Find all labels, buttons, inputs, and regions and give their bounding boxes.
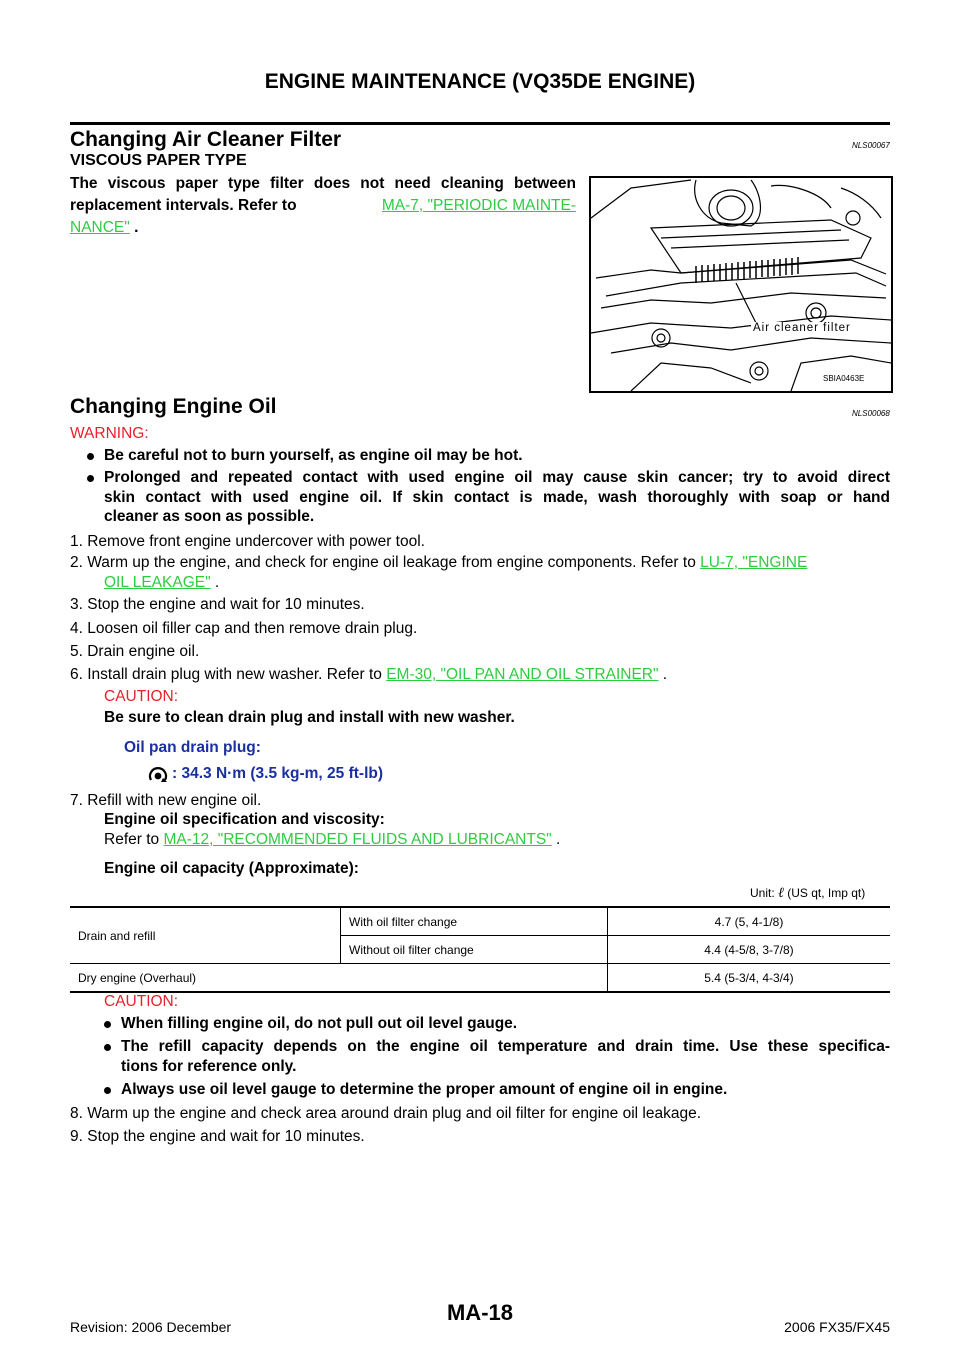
caution-text-1: Be sure to clean drain plug and install with new washer. (104, 709, 515, 726)
table-cell-with-filter: With oil filter change (341, 907, 608, 936)
revision-date: Revision: 2006 December (70, 1319, 232, 1335)
step-2-cont (104, 574, 219, 592)
table-cell-without-filter: Without oil filter change (341, 936, 608, 964)
table-cell-dry-engine-value: 5.4 (5-3/4, 4-3/4) (704, 970, 794, 985)
recommended-fluids-link[interactable]: MA-12, "RECOMMENDED FLUIDS AND LUBRICANTS" (163, 831, 552, 848)
caution-item-3: Always use oil level gauge to determine the proper amount of engine oil in engine. (121, 1081, 728, 1098)
liter-icon: ℓ (778, 885, 784, 901)
air-filter-text-end: . (129, 219, 139, 236)
table-row (70, 964, 890, 993)
unit-suffix: (US qt, Imp qt) (783, 886, 866, 900)
warning-item-2: Prolonged and repeated contact with used engine oil may cause skin cancer; try to avoid direct (104, 469, 890, 486)
table-row (70, 907, 890, 936)
caution-label-2: CAUTION: (104, 993, 179, 1010)
spec-viscosity-label: Engine oil specification and viscosity: (104, 811, 385, 828)
page-header-title: ENGINE MAINTENANCE (VQ35DE ENGINE) (264, 70, 696, 93)
step-6-line (70, 666, 667, 684)
warning-item-2-end: cleaner as soon as possible. (104, 508, 315, 525)
step-7-end: . (551, 831, 561, 848)
engine-oil-code: NLS00068 (852, 409, 890, 418)
unit-note (750, 885, 865, 902)
air-cleaner-filter-label: Air cleaner filter (753, 322, 851, 334)
step-3: 3. Stop the engine and wait for 10 minutes. (70, 596, 365, 613)
warning-item-1: Be careful not to burn yourself, as engine oil may be hot. (104, 447, 523, 464)
step-9: 9. Stop the engine and wait for 10 minutes. (70, 1128, 365, 1145)
engine-oil-leakage-link-cont[interactable]: OIL LEAKAGE" (104, 574, 211, 591)
step-5: 5. Drain engine oil. (70, 643, 200, 660)
header-rule (70, 122, 890, 125)
air-cleaner-drawing (591, 178, 891, 391)
capacity-table (70, 906, 890, 993)
step-6: 6. Install drain plug with new washer. Refer to (70, 666, 387, 683)
step-7-refer: Refer to (104, 831, 164, 848)
caution-item-1: When filling engine oil, do not pull out oil level gauge. (121, 1015, 518, 1032)
air-filter-title: Changing Air Cleaner Filter (70, 128, 342, 151)
unit-label: Unit: (750, 886, 779, 900)
torque-wrench-icon (147, 765, 169, 785)
step-1: 1. Remove front engine undercover with power tool. (70, 533, 425, 550)
table-cell-without-filter-value: 4.4 (4-5/8, 3-7/8) (608, 936, 891, 964)
warning-label: WARNING: (70, 425, 149, 442)
step-7: 7. Refill with new engine oil. (70, 792, 262, 809)
step-2-line (70, 554, 807, 572)
step-7-refer-line (104, 831, 560, 849)
step-2: 2. Warm up the engine, and check for engine oil leakage from engine components. Refer to (70, 554, 701, 571)
air-filter-text-2-line (70, 197, 576, 215)
engine-oil-leakage-link[interactable]: LU-7, "ENGINE (700, 554, 808, 571)
caution-label-1: CAUTION: (104, 688, 179, 705)
periodic-maintenance-link-cont[interactable]: NANCE" (70, 219, 130, 236)
air-filter-text-3-line (70, 219, 138, 237)
engine-oil-title: Changing Engine Oil (70, 395, 277, 418)
torque-spec: : 34.3 N·m (3.5 kg-m, 25 ft-lb) (172, 765, 384, 782)
periodic-maintenance-link[interactable]: MA-7, "PERIODIC MAINTE- (381, 197, 576, 214)
capacity-label: Engine oil capacity (Approximate): (104, 860, 359, 877)
air-cleaner-figure (589, 176, 893, 393)
table-cell-dry-engine: Dry engine (Overhaul) (70, 964, 608, 993)
step-4: 4. Loosen oil filler cap and then remove drain plug. (70, 620, 418, 637)
air-filter-text-1: The viscous paper type filter does not need cleaning between (70, 175, 576, 192)
figure-code: SBIA0463E (823, 374, 865, 383)
step-2-end: . (210, 574, 220, 591)
air-filter-code: NLS00067 (852, 141, 890, 150)
page-number: MA-18 (446, 1300, 513, 1325)
caution-item-2-cont: tions for reference only. (121, 1058, 297, 1075)
table-cell-drain-refill: Drain and refill (70, 907, 341, 964)
air-filter-subtitle: VISCOUS PAPER TYPE (70, 152, 247, 169)
air-filter-text-2: replacement intervals. Refer to (70, 197, 297, 214)
step-8: 8. Warm up the engine and check area around drain plug and oil filter for engine oil leakage. (70, 1105, 702, 1122)
caution-item-2: The refill capacity depends on the engine oil temperature and drain time. Use these specifica- (121, 1038, 890, 1055)
vehicle-model: 2006 FX35/FX45 (784, 1319, 890, 1335)
oil-pan-strainer-link[interactable]: EM-30, "OIL PAN AND OIL STRAINER" (386, 666, 659, 683)
drain-plug-label: Oil pan drain plug: (124, 739, 261, 756)
step-6-end: . (658, 666, 668, 683)
warning-item-2-cont: skin contact with used engine oil. If skin contact is made, wash thoroughly with soap or hand (104, 489, 890, 506)
table-cell-with-filter-value: 4.7 (5, 4-1/8) (608, 907, 891, 936)
